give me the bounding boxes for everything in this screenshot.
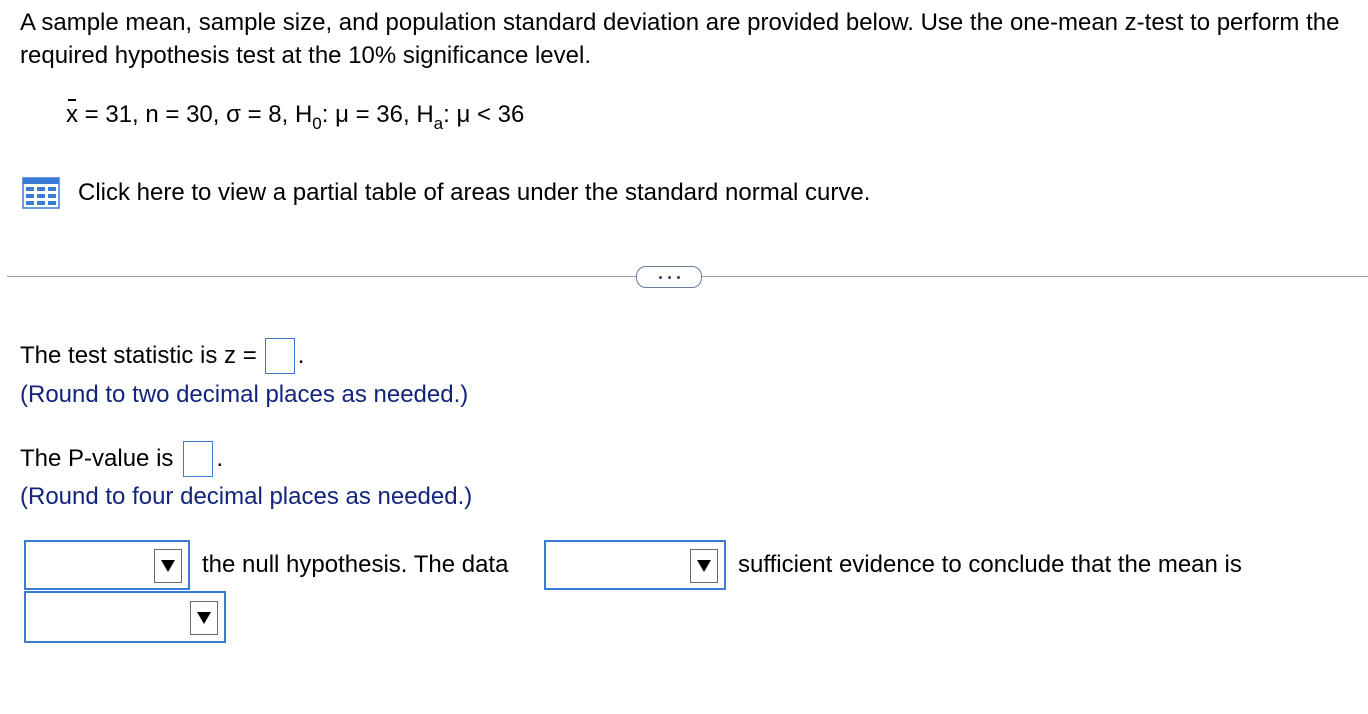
dropdown-arrow-icon [690, 549, 718, 583]
given-part-2: : μ = 36, H [321, 101, 434, 128]
test-statistic-suffix: . [297, 342, 305, 369]
test-statistic-prefix: The test statistic is z = [20, 342, 257, 369]
reject-decision-dropdown[interactable] [24, 540, 190, 590]
given-values [66, 100, 524, 132]
ha-subscript: a [433, 114, 444, 133]
evidence-dropdown[interactable] [544, 540, 726, 590]
table-link-label: Click here to view a partial table of areas under the standard normal curve. [78, 179, 871, 206]
test-statistic-hint: (Round to two decimal places as needed.) [20, 381, 469, 408]
given-part-1: = 31, n = 30, σ = 8, H [78, 101, 313, 128]
ellipsis-dot [668, 276, 671, 279]
test-statistic-line [20, 338, 304, 374]
given-part-3: : μ < 36 [443, 101, 525, 128]
ellipsis-dot [677, 276, 680, 279]
p-value-suffix: . [216, 445, 224, 472]
expand-more-button[interactable] [636, 266, 702, 288]
table-grid-icon [22, 177, 60, 209]
normal-table-link[interactable] [22, 176, 870, 210]
conclusion-text-1: the null hypothesis. The data [202, 551, 509, 578]
dropdown-arrow-icon [190, 601, 218, 635]
conclusion-text-2: sufficient evidence to conclude that the mean is [738, 551, 1242, 578]
test-statistic-input[interactable] [265, 338, 295, 374]
ellipsis-icon [659, 276, 662, 279]
p-value-hint: (Round to four decimal places as needed.) [20, 483, 473, 510]
xbar-symbol: x [66, 101, 78, 128]
mean-comparison-dropdown[interactable] [24, 591, 226, 643]
p-value-line [20, 441, 223, 477]
question-text: A sample mean, sample size, and population standard deviation are provided below. Use the one-mean z-test to perform the required hypothesis test at the 10% significance level. [20, 9, 1340, 69]
dropdown-arrow-icon [154, 549, 182, 583]
h0-subscript: 0 [312, 114, 322, 133]
p-value-input[interactable] [183, 441, 213, 477]
p-value-prefix: The P-value is [20, 445, 174, 472]
